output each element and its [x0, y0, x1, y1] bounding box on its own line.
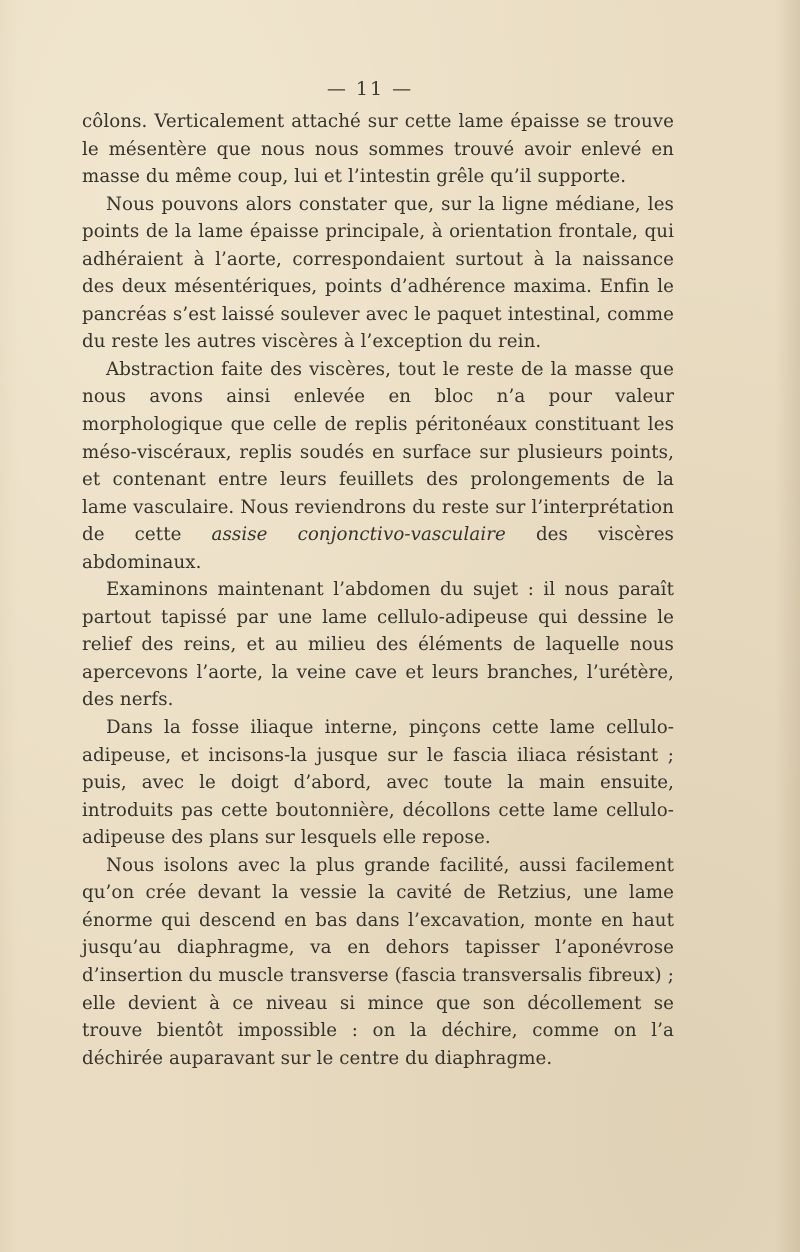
paragraph-6: [82, 852, 674, 1072]
paragraph-3-text: Abstraction faite des viscères, tout le reste de la masse que nous avons ainsi enlevée en bloc n’a pour valeur morphologique que celle de replis péritonéaux constituant les méso-viscéraux, replis soudés en surface sur plusieurs points, et contenant entre leurs feuillets des prolongements de la lame vasculaire. Nous reviendrons du reste sur l’interprétation de cette: [82, 358, 674, 546]
italic-term: assise conjonctivo-vasculaire: [211, 524, 506, 546]
paragraph-3: [82, 356, 674, 576]
paragraph-5: [82, 714, 674, 852]
paragraph-6-text: Nous isolons avec la plus grande facilité, aussi facilement qu’on crée devant la vessie la cavité de Retzius, une lame énorme qui descend en bas dans l’excavation, monte en haut jusqu’au diaphragme, va en dehors tapisser l’aponévrose d’insertion du muscle transverse (fascia transversalis fibreux) ; elle devient à ce niveau si mince que son décollement se trouve bientôt impossible : on la déchire, comme on l’a déchirée auparavant sur le centre du diaphragme.: [82, 854, 674, 1069]
paragraph-4: [82, 576, 674, 714]
paragraph-1-text: côlons. Verticalement attaché sur cette lame épaisse se trouve le mésentère que nous nous sommes trouvé avoir enlevé en masse du même coup, lui et l’intestin grêle qu’il supporte.: [82, 111, 674, 188]
paragraph-1: [82, 108, 674, 191]
paragraph-4-text: Examinons maintenant l’abdomen du sujet : il nous paraît partout tapissé par une lame cellulo-adipeuse qui dessine le relief des reins, et au milieu des éléments de laquelle nous apercevons l’aorte, la veine cave et leurs branches, l’urétère, des nerfs.: [82, 579, 674, 711]
paragraph-2: [82, 191, 674, 356]
paragraph-2-text: Nous pouvons alors constater que, sur la ligne médiane, les points de la lame épaisse principale, à orientation frontale, qui adhéraient à l’aorte, correspondaient surtout à la naissance des deux mésentériques, points d’adhérence maxima. Enfin le pancréas s’est laissé soulever avec le paquet intestinal, comme du reste les autres viscères à l’exception du rein.: [82, 193, 674, 353]
paragraph-3-text-end: des viscères abdominaux.: [82, 524, 674, 573]
paragraph-5-text: Dans la fosse iliaque interne, pinçons cette lame cellulo-adipeuse, et incisons-la jusque sur le fascia iliaca résistant ; puis, avec le doigt d’abord, avec toute la main ensuite, introduits pas cette boutonnière, décollons cette lame cellulo-adipeuse des plans sur lesquels elle repose.: [82, 717, 674, 849]
page-number: — 11 —: [326, 78, 414, 100]
body-text: [82, 108, 674, 1072]
